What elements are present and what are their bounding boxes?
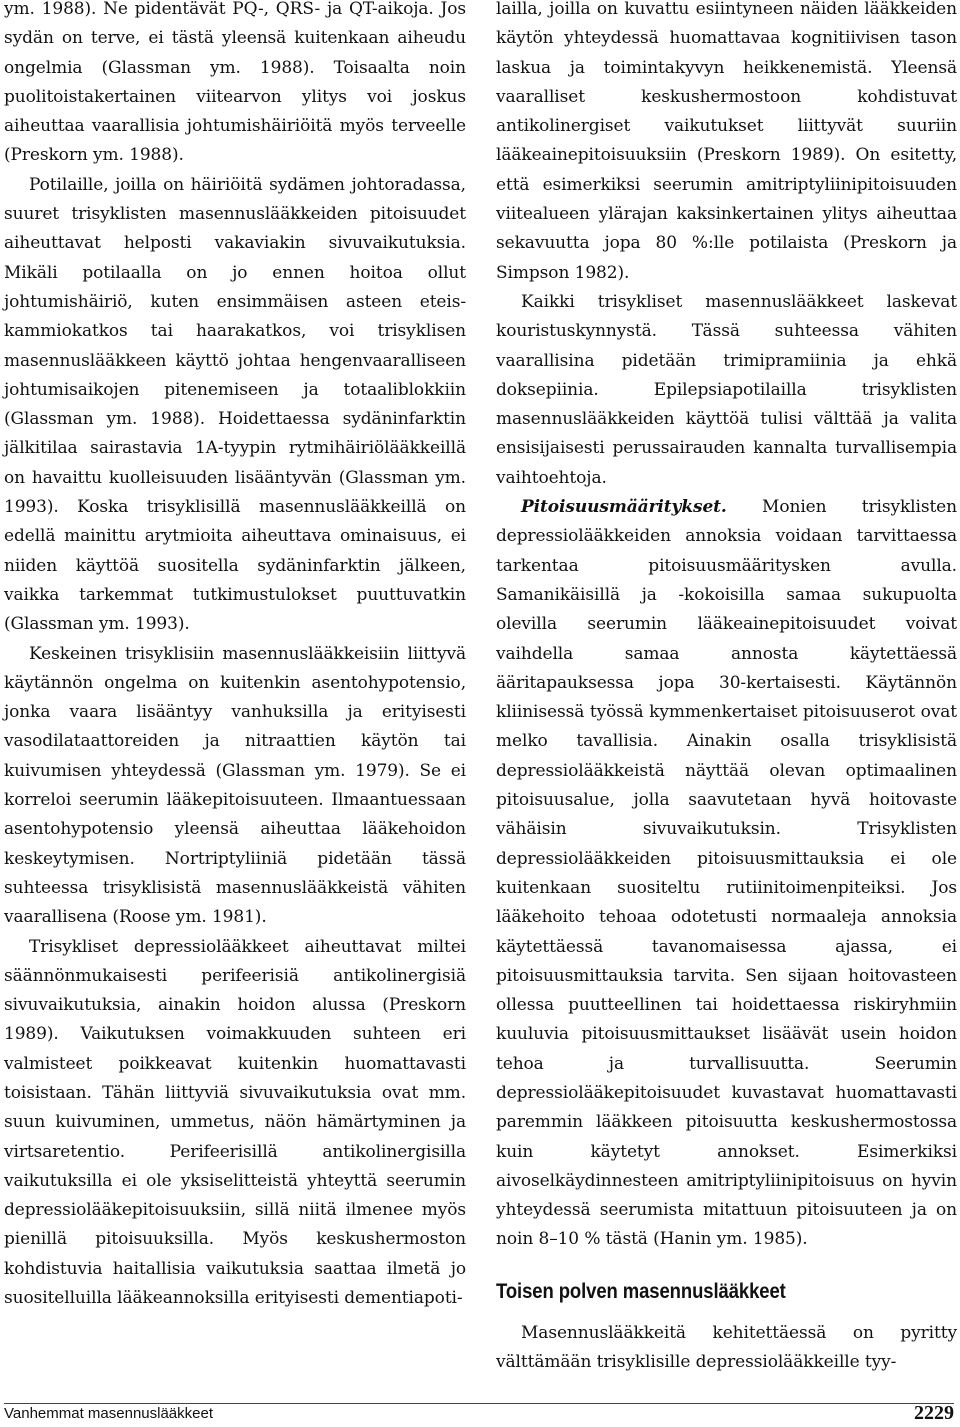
paragraph: Masennuslääkkeitä kehitettäessä on pyritty välttämään trisyklisille depressiolääkkeille tyy- (496, 1322, 957, 1373)
paragraph: Keskeinen trisyklisiin masennuslääkkeisiin liittyvä käytännön ongelma on kuitenkin asentohypotensio, jonka vaara lisääntyy vanhuksilla ja erityisesti vasodilataattoreiden ja nitraattien käytön tai kuivumisen yhteydessä (Glassman ym. 1979). Se ei korreloi seerumin lääkepitoisuuteen. Ilmaantuessaan asentohypotensio yleensä aiheuttaa lääkehoidon keskeytymisen. Nortriptyliiniä pidetään tässä suhteessa trisyklisistä masennuslääkkeistä vähiten vaarallisena (Roose ym. 1981). (4, 643, 466, 928)
paragraph: lailla, joilla on kuvattu esiintyneen näiden lääkkeiden käytön yhteydessä huomattavaa kognitiivisen tason laskua ja toimintakyvyn heikkenemistä. Yleensä vaaralliset keskushermostoon kohdistuvat antikolinergiset vaikutukset liittyvät suuriin lääkeainepitoisuuksiin (Preskorn 1989). On esitetty, että esimerkiksi seerumin amitriptyliinipitoisuuden viitealueen ylärajan kaksinkertainen ylitys aiheuttaa sekavuutta jopa 80 %:lle potilaista (Preskorn ja Simpson 1982). (496, 0, 957, 283)
footer-rule (4, 1403, 954, 1404)
page-number: 2229 (914, 1402, 954, 1424)
paragraph: Kaikki trisykliset masennuslääkkeet laskevat kouristuskynnystä. Tässä suhteessa vähiten vaarallisina pidetään trimipramiinia ja ehkä doksepiinia. Epilepsiapotilailla trisyklisten masennuslääkkeiden käyttöä tulisi välttää ja valita ensisijaisesti perussairauden kannalta turvallisempia vaihtoehtoja. (496, 291, 957, 488)
run-in-heading: Pitoisuusmääritykset. (521, 497, 727, 518)
section-heading: Toisen polven masennuslääkkeet (496, 1279, 786, 1303)
paragraph-text: Monien trisyklisten depressiolääkkeiden annoksia voidaan tarvittaessa tarkentaa pitoisuusmääritysken avulla. Samanikäisillä ja -kokoisilla samaa sukupuolta olevilla seerumin lääkeainepitoisuudet voivat vaihdella samaa annosta käytettäessä ääritapauksessa jopa 30-kertaisesti. Käytännön kliinisessä työssä kymmenkertaiset pitoisuuserot ovat melko tavallisia. Ainakin osalla trisyklisistä depressiolääkkeistä näyttää olevan optimaalinen pitoisuusalue, jolla saavutetaan hyvä hoitovaste vähäisin sivuvaikutuksin. Trisyklisten depressiolääkkeiden pitoisuusmittauksia ei ole kuitenkaan suositeltu rutiinitoimenpiteiksi. Jos lääkehoito tehoaa odotetusti normaaleja annoksia käytettäessä tavanomaisessa ajassa, ei pitoisuusmittauksia tarvita. Sen sijaan hoitovasteen ollessa puutteellinen tai hoidettaessa riskiryhmiin kuuluvia pitoisuusmittaukset lisäävät usein hoidon tehoa ja turvallisuutta. Seerumin depressiolääkepitoisuudet kuvastavat huomattavasti paremmin lääkkeen pitoisuutta keskushermostossa kuin käytetyt annokset. Esimerkiksi aivoselkäydinnesteen amitriptyliinipitoisuus on hyvin yhteydessä seerumista mitattuun pitoisuuteen ja on noin 8–10 % tästä (Hanin ym. 1985). (496, 497, 957, 1250)
right-column (496, 0, 957, 1377)
paragraph: ym. 1988). Ne pidentävät PQ-, QRS- ja QT-aikoja. Jos sydän on terve, ei tästä yleensä kuitenkaan aiheudu ongelmia (Glassman ym. 1988). Toisaalta noin puolitoistakertainen viitearvon ylitys voi joskus aiheuttaa vaarallisia johtumishäiriöitä myös terveelle (Preskorn ym. 1988). (4, 0, 466, 166)
paragraph: Potilaille, joilla on häiriöitä sydämen johtoradassa, suuret trisyklisten masennuslääkkeiden pitoisuudet aiheuttavat helposti vakaviakin sivuvaikutuksia. Mikäli potilaalla on jo ennen hoitoa ollut johtumishäiriö, kuten ensimmäisen asteen eteis-kammiokatkos tai haarakatkos, voi trisyklisen masennuslääkkeen käyttö johtaa hengenvaaralliseen johtumisaikojen pitenemiseen ja totaaliblokkiin (Glassman ym. 1988). Hoidettaessa sydäninfarktin jälkitilaa sairastavia 1A-tyypin rytmihäiriölääkkeillä on havaittu kuolleisuuden lisääntyvän (Glassman ym. 1993). Koska trisyklisillä masennuslääkkeillä on edellä mainittu arytmioita aiheuttava ominaisuus, ei niiden käyttöä suositella sydäninfarktin jälkeen, vaikka tarkemmat tutkimustulokset puuttuvatkin (Glassman ym. 1993). (4, 174, 466, 635)
left-column (4, 0, 466, 1313)
page-footer (4, 1393, 954, 1423)
paragraph (496, 493, 957, 1255)
running-footer-title: Vanhemmat masennuslääkkeet (4, 1405, 214, 1422)
paragraph: Trisykliset depressiolääkkeet aiheuttavat miltei säännönmukaisesti perifeerisiä antikolinergisiä sivuvaikutuksia, ainakin hoidon alussa (Preskorn 1989). Vaikutuksen voimakkuuden suhteen eri valmisteet poikkeavat kuitenkin huomattavasti toisistaan. Tähän liittyviä sivuvaikutuksia ovat mm. suun kuivuminen, ummetus, näön hämärtyminen ja virtsaretentio. Perifeerisillä antikolinergisilla vaikutuksilla ei ole yksiselitteistä yhteyttä seerumin depressiolääkepitoisuuksiin, sillä niitä ilmenee myös pienillä pitoisuuksilla. Myös keskushermoston kohdistuvia haitallisia vaikutuksia saattaa ilmetä jo suositelluilla lääkeannoksilla erityisesti dementiapoti- (4, 936, 466, 1309)
